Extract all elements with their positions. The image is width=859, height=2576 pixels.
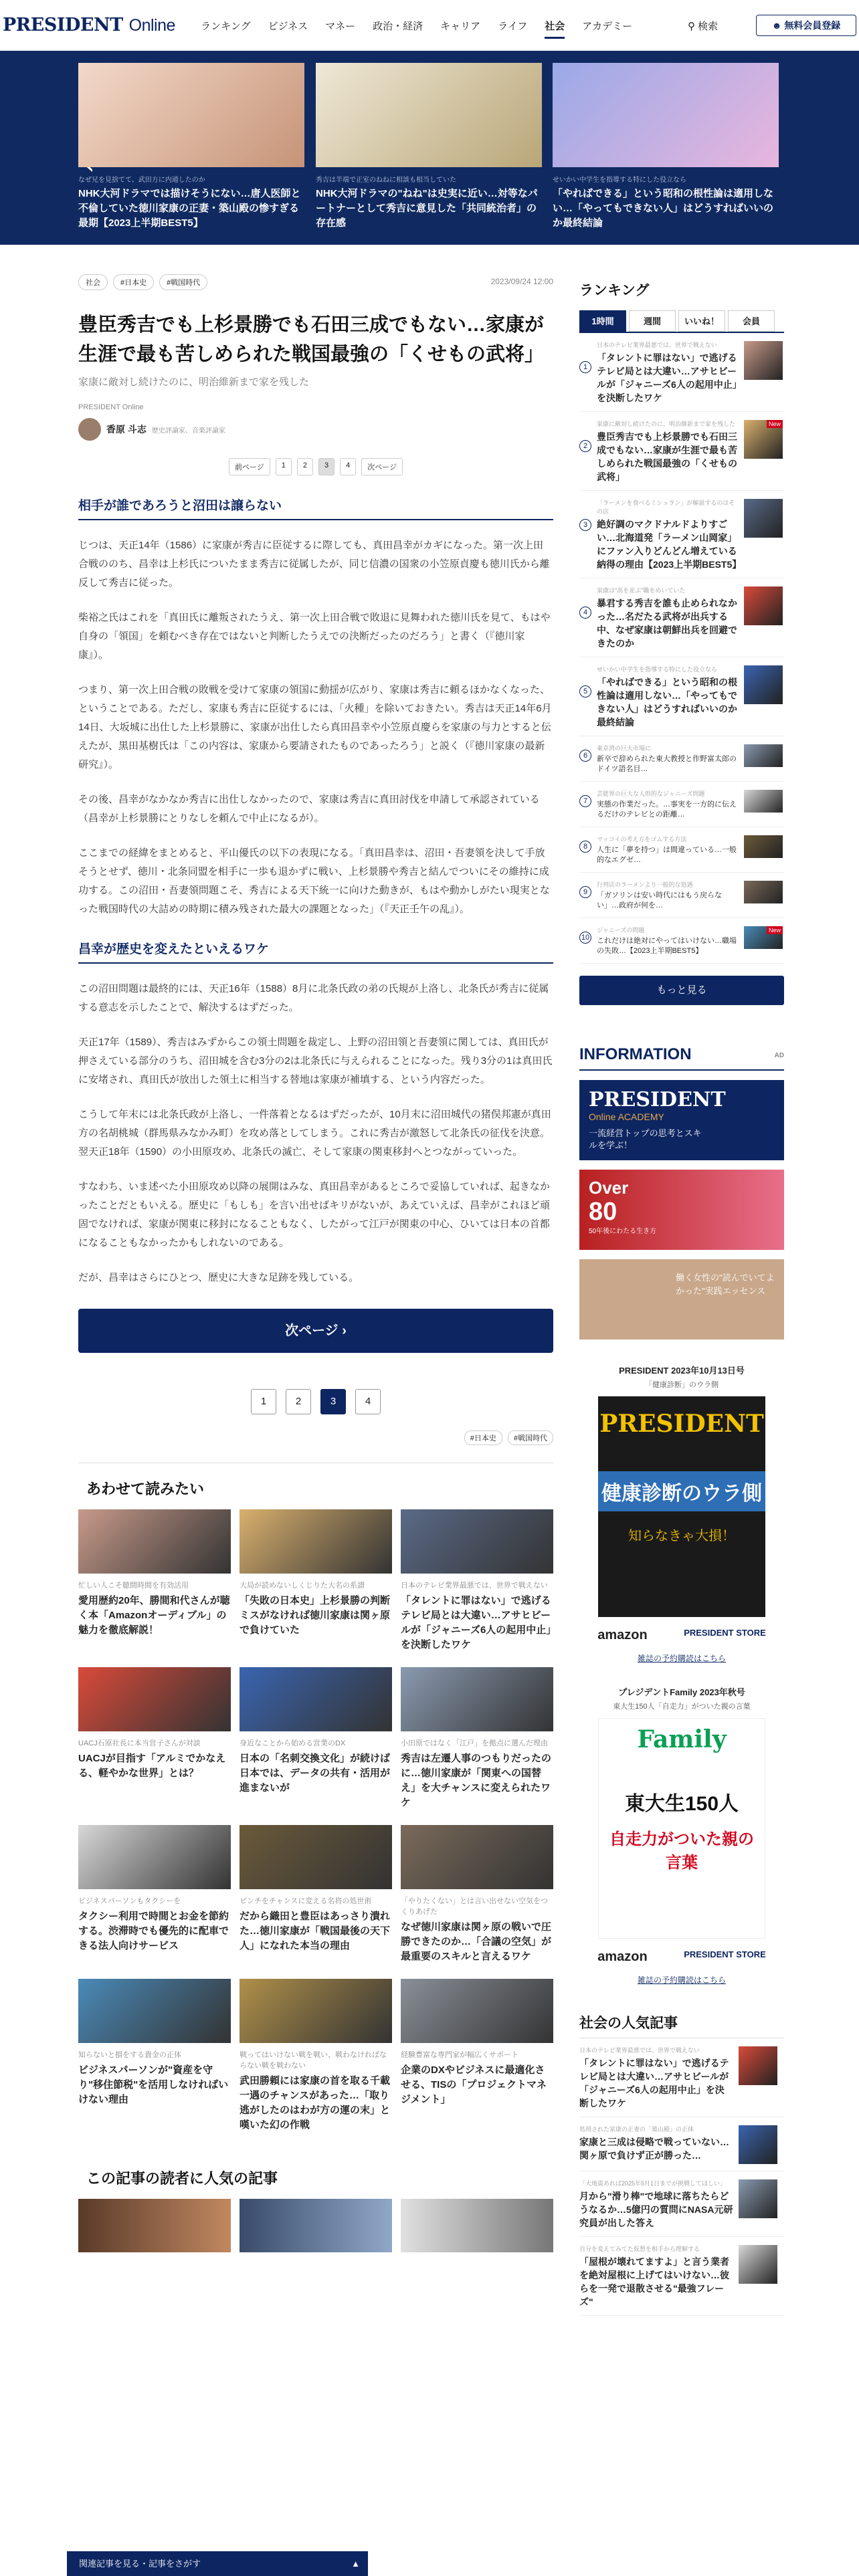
related-sub: 日本のテレビ業界最悪では、世界で戦えない <box>401 1582 548 1590</box>
rank-title: これだけは絶対にやってはいけない…職場の失敗…【2023上半期BEST5】 <box>597 937 737 955</box>
social-title: 月から"滑り棒"で地球に落ちたらどうなるか…5億円の質問にNASA元研究員が出した答え <box>579 2191 733 2228</box>
magazine-sub: 東大生150人「自走力」がついた親の言葉 <box>613 1703 751 1711</box>
ranking-item[interactable] <box>579 499 784 578</box>
rank-title: 「タレントに罪はない」で逃げるテレビ局とは大違い…アサヒビールが「ジャニーズ6人の起用中止」を決断したワケ <box>597 352 737 403</box>
information-heading: INFORMATION AD <box>579 1045 784 1071</box>
page-link[interactable]: 4 <box>340 458 356 475</box>
rank-number: 3 <box>579 519 591 531</box>
ranking-item[interactable] <box>579 420 784 491</box>
related-title: なぜ徳川家康は関ヶ原の戦いで圧勝できたのか…「合議の空気」が最重要のスキルと言えるワケ <box>401 1921 552 1962</box>
related-title: 愛用歴約20年、勝間和代さんが聴く本「Amazonオーディブル」の魅力を徹底解説！ <box>78 1595 230 1636</box>
related-sub: 忙しい人こそ聴間時間を有効活用 <box>78 1582 189 1590</box>
ranking-item[interactable] <box>579 341 784 412</box>
social-heading: 社会の人気記事 <box>579 2012 784 2038</box>
rank-thumbnail <box>744 420 783 459</box>
amazon-link[interactable]: amazon <box>597 1949 648 1964</box>
rank-sub: 「ラーメンを食べるミシュラン」が解説するのはその店 <box>597 500 735 515</box>
related-image <box>78 1825 231 1889</box>
related-sub: UACJ石原社長に本当営子さんが対談 <box>78 1739 201 1747</box>
related-image <box>401 1509 553 1574</box>
rank-title: 豊臣秀吉でも上杉景勝でも石田三成でもない…家康が生涯で最も苦しめられた戦国最強の「くせもの武将」 <box>597 431 737 482</box>
nav-life[interactable]: ライフ <box>498 21 528 32</box>
related-card[interactable] <box>240 1979 392 2133</box>
paragraph: すなわち、いま述べた小田原攻め以降の展開はみな、真田昌幸があるところで妥協していれば、起きなかったことだともいえる。歴史に「もしも」を言い出せばキリがないが、あえていえば、昌幸がこれほど頑固でなければ、家康が関東に移封になることもなく、したがって江戸が関東の中心、ひいては日本の首都になることもなかったかもしれないのである。 <box>78 1181 551 1249</box>
section-heading: 相手が誰であろうと沼田は譲らない <box>78 496 553 520</box>
pager-bottom <box>78 1389 553 1414</box>
social-list <box>579 2046 784 2316</box>
rank-number: 1 <box>579 361 591 373</box>
hero-slide[interactable]: せいかい中学生を指導する特にした役立なら 「やればできる」という昭和の根性論は適用しない…「やってもできない人」はどうすればいいのか最終結論 <box>553 63 779 231</box>
rank-thumbnail <box>744 790 783 813</box>
rank-thumbnail <box>744 835 783 858</box>
search-icon: ⚲ <box>688 21 695 32</box>
related-card[interactable] <box>401 1979 553 2133</box>
academy-banner[interactable]: PRESIDENT Online ACADEMY 一流経営トップの思考とスキルを学ぶ！ <box>579 1080 784 1160</box>
tab-1hour[interactable]: 1時間 <box>579 310 626 332</box>
chevron-up-icon: ▲ <box>351 2559 360 2569</box>
ranking-list <box>579 341 784 964</box>
page-link[interactable]: 4 <box>355 1389 381 1414</box>
related-sub: 大局が読めないしくじりた大名の系譜 <box>240 1582 365 1590</box>
tab-members[interactable]: 会員 <box>728 310 775 332</box>
rank-sub: 行列店のラーメンより一般的な処遇 <box>597 881 693 888</box>
social-thumbnail <box>739 2046 777 2085</box>
paragraph: 天正17年（1589）、秀吉はみずからこの領土問題を裁定し、上野の沼田領と吾妻領に関しては、真田氏が押さえている部分のうち、沼田城を含む3分の2は北条氏に与えられることになった。残り3分の1は真田氏に安堵され、真田氏が放出した領土に相当する替地は家康が補填する、という内容だった。 <box>78 1037 553 1085</box>
rank-number: 2 <box>579 440 591 452</box>
article-source: PRESIDENT Online <box>78 403 144 411</box>
ranking-item[interactable] <box>579 926 784 964</box>
related-card[interactable] <box>78 1979 231 2133</box>
author-role: 歴史評論家、音楽評論家 <box>151 427 225 435</box>
magazine-cover[interactable]: PRESIDENT 健康診断のウラ側 知らなきゃ大損！ <box>598 1396 765 1617</box>
rank-thumbnail <box>744 926 783 949</box>
social-item[interactable] <box>579 2046 784 2117</box>
magazine-cover[interactable]: Family 東大生150人 自走力がついた親の言葉 <box>598 1718 765 1939</box>
popular-image[interactable] <box>401 2199 553 2252</box>
related-image <box>78 1667 231 1731</box>
tag[interactable]: 社会 <box>78 274 108 290</box>
hero-slide[interactable]: 秀吉は半端で正室のねねに相談も相当していた NHK大河ドラマの"ねね"は史実に近い…対等なパートナーとして秀吉に意見した「共同統治者」の存在感 <box>316 63 542 231</box>
rank-number: 4 <box>579 607 591 619</box>
related-title: UACJが目指す「アルミでかなえる、軽やかな世界」とは？ <box>78 1753 226 1779</box>
related-sub: 小田原ではなく「江戸」を拠点に選んだ理由 <box>401 1739 548 1747</box>
over80-banner[interactable]: Over 80 50年後にわたる生き方 <box>579 1170 784 1250</box>
paragraph: つまり、第一次上田合戦の敗戦を受けて家康の領国に動揺が広がり、家康は秀吉に頼るほかなくなった、ということである。ただし、家康も秀吉に臣従するには、「火種」を除いておきたい。秀吉は天正14年6月14日、大坂城に出仕した上杉景勝に、家康が出仕したら真田昌幸や小笠原貞慶らを家康の与力とすると伝えたが、黒田基樹氏は「この内容は、家康から要請されたものであったろう」と説く（『徳川家康の最新研究』）。 <box>78 684 552 770</box>
related-title: 日本の「名刺交換文化」が続けば日本では、データの共有・活用が進まないが <box>240 1753 391 1794</box>
store-link[interactable]: PRESIDENT STORE <box>684 1949 766 1959</box>
rank-title: 「やればできる」という昭和の根性論は適用しない…「やってもできない人」はどうすればいいのか最終結論 <box>597 677 737 728</box>
rank-thumbnail <box>744 744 783 767</box>
social-title: 家康と三成は侵略で戦っていない…関ヶ原で負けず正が勝った… <box>579 2137 729 2161</box>
rank-title: 「ガソリンは安い時代にはもう戻らない」…政府が何を… <box>597 891 722 909</box>
social-thumbnail <box>739 2125 777 2164</box>
rank-number: 6 <box>579 750 591 762</box>
more-button[interactable]: もっと見る <box>579 976 784 1005</box>
related-image <box>78 1509 231 1574</box>
related-title: 「タレントに罪はない」で逃げるテレビ局とは大違い…アサヒビールが「ジャニーズ6人の起用中止」を決断したワケ <box>401 1595 551 1650</box>
search-button[interactable]: ⚲ 検索 <box>688 21 719 32</box>
related-sub: 知らないと損をする貴金の正体 <box>78 2051 181 2059</box>
related-image <box>240 1667 392 1731</box>
rank-sub: 家康に敵対し続けたのに、明治維新まで家を残した <box>597 421 736 427</box>
related-card[interactable] <box>240 1825 392 1964</box>
related-card[interactable] <box>78 1825 231 1964</box>
paragraph: だが、昌幸はさらにひとつ、歴史に大きな足跡を残している。 <box>78 1272 359 1283</box>
nav-ranking[interactable]: ランキング <box>201 21 251 32</box>
rank-title: 絶好調のマクドナルドよりすごい…北海道発「ラーメン山岡家」にファン入りどんどん増えている納得の理由【2023上半期BEST5】 <box>597 519 742 570</box>
social-sub: 自分を変えてみてた仮想を相手から理解する <box>579 2246 700 2252</box>
tab-weekly[interactable]: 週間 <box>629 310 676 332</box>
ranking-item[interactable] <box>579 586 784 657</box>
rank-sub: せいかい中学生を指導する特にした役立なら <box>597 666 718 673</box>
rank-number: 9 <box>579 886 591 898</box>
related-title: 企業のDXやビジネスに最適化させる、TISの「プロジェクトマネジメント」 <box>401 2064 547 2105</box>
social-item[interactable] <box>579 2245 784 2316</box>
article-title: 豊臣秀吉でも上杉景勝でも石田三成でもない…家康が生涯で最も苦しめられた戦国最強の「くせもの武将」 <box>78 314 545 365</box>
article-lead: 家康に敵対し続けたのに、明治維新まで家を残した <box>78 377 310 388</box>
page-link[interactable]: 1 <box>276 458 292 475</box>
related-image <box>401 1825 553 1889</box>
rank-thumbnail <box>744 665 783 704</box>
rank-thumbnail <box>744 341 783 380</box>
related-card[interactable] <box>401 1667 553 1810</box>
popular-row <box>78 2199 553 2252</box>
related-sub: ビジネスパーソンもタクシーを <box>78 1897 181 1905</box>
page-link[interactable]: 2 <box>297 458 313 475</box>
sidebar <box>579 280 784 2316</box>
rank-number: 7 <box>579 795 591 807</box>
store-links <box>579 1628 784 1643</box>
site-logo[interactable]: PRESIDENT Online <box>3 15 175 35</box>
page-link-current[interactable]: 3 <box>318 458 335 475</box>
tab-likes[interactable]: いいね！ <box>678 310 725 332</box>
related-section <box>78 1463 553 2147</box>
ranking-item[interactable] <box>579 835 784 873</box>
social-item[interactable] <box>579 2125 784 2171</box>
tag[interactable]: #日本史 <box>464 1430 502 1445</box>
related-card[interactable] <box>78 1667 231 1810</box>
ranking-heading: ランキング <box>579 283 650 298</box>
related-title: 「失敗の日本史」上杉景勝の判断ミスがなければ徳川家康は関ヶ原で負けていた <box>240 1595 391 1636</box>
related-title: ビジネスパーソンが"資産を守り"移住節税"を活用しなければいけない理由 <box>78 2064 229 2105</box>
rank-sub: ジャニーズの問題 <box>597 927 645 934</box>
paragraph: この沼田問題は最終的には、天正16年（1588）8月に北条氏政の弟の氏規が上洛し、北条氏が秀吉に従属する意志を示したことで、解決するはずだった。 <box>78 983 549 1013</box>
related-card[interactable] <box>240 1509 392 1652</box>
related-title: タクシー利用で時間とお金を節約する。渋滞時でも優先的に配車できる法人向けサービス <box>78 1911 229 1951</box>
related-sub: 身近なことから始める営業のDX <box>240 1739 346 1747</box>
rank-title: 実態の作業だった。…事実を一方的に伝えるだけのテレビとの距離… <box>597 800 737 819</box>
paragraph: その後、昌幸がなかなか秀吉に出仕しなかったので、家康は秀吉に真田討伐を申請して承認されている（昌幸が上杉景勝にとりなしを頼んで中止になるが）。 <box>78 794 540 824</box>
rank-number: 5 <box>579 685 591 697</box>
rank-sub: 日本のテレビ業界最悪では、世界で戦えない <box>597 342 717 348</box>
bottom-tags-row <box>78 1430 553 1457</box>
social-sub: 「大地震あれば2025年5月1日までが挑戦してほしい」 <box>579 2180 727 2187</box>
hero-image <box>78 63 304 167</box>
rank-sub: 家康は"高を並ぶ"職をめいていた <box>597 587 686 594</box>
related-sub: 「やりたくない」とは言い出せない空気をつくりあげた <box>401 1897 548 1916</box>
social-item[interactable] <box>579 2179 784 2237</box>
ranking-tabs <box>579 310 784 333</box>
related-title: 武田勝頼には家康の首を取る千載一遇のチャンスがあった…「取り逃がしたのはわが方の運の末」と嘆いた幻の作戦 <box>240 2075 391 2131</box>
nav-career[interactable]: キャリア <box>440 21 481 32</box>
related-sub: 経験豊富な専門家が幅広くサポート <box>401 2051 518 2059</box>
related-image <box>240 1825 392 1889</box>
hero-slide[interactable]: なぜ兄を見捨てて、武田方に内通したのか NHK大河ドラマでは描けそうにない…唐人医師と不倫していた徳川家康の正妻・築山殿の惨すぎる最期【2023上半期BEST5】 <box>78 63 304 231</box>
next-page-button[interactable]: 次ページ › <box>78 1309 553 1353</box>
pager-top <box>78 458 553 475</box>
tag[interactable]: #戦国時代 <box>159 274 207 290</box>
author[interactable] <box>78 418 553 441</box>
related-image <box>240 1979 392 2043</box>
related-image <box>401 1667 553 1731</box>
popular-image[interactable] <box>240 2199 392 2252</box>
page-link[interactable]: 2 <box>286 1389 311 1414</box>
rank-sub: マッコイの考え方をゴムする方法 <box>597 836 687 843</box>
nav-academy[interactable]: アカデミー <box>582 21 633 32</box>
related-title: だから織田と豊臣はあっさり潰れた…徳川家康が「戦国最後の天下人」になれた本当の理由 <box>240 1911 391 1951</box>
ranking-item[interactable] <box>579 790 784 827</box>
article <box>78 274 553 2252</box>
magazine-caption: PRESIDENT 2023年10月13日号 <box>619 1366 745 1376</box>
related-card[interactable] <box>240 1667 392 1810</box>
related-card[interactable] <box>401 1825 553 1964</box>
rank-title: 暴君する秀吉を誰も止められなかった…名だたる武将が出兵する中、なぜ家康は朝鮮出兵を回避できたのか <box>597 598 737 649</box>
hero-carousel <box>0 51 859 245</box>
rank-number: 10 <box>579 932 591 944</box>
social-sub: 処刑された家康の正妻の「築山殿」の正体 <box>579 2126 694 2133</box>
magazine-sub: 「健康診断」のウラ側 <box>645 1381 719 1389</box>
rank-title: 人生に「夢を持つ」は間違っている…一般的なエグゼ… <box>597 846 737 864</box>
related-title: 秀吉は左遷人事のつもりだったのに…徳川家康が「関東への国替え」を大チャンスに変えられたワケ <box>401 1753 552 1808</box>
related-image <box>78 1979 231 2043</box>
rank-thumbnail <box>744 586 783 625</box>
user-icon: ☻ <box>771 20 782 31</box>
main-nav <box>201 19 632 39</box>
ranking-item[interactable] <box>579 665 784 736</box>
tag[interactable]: #日本史 <box>113 274 154 290</box>
store-link[interactable]: PRESIDENT STORE <box>684 1628 766 1638</box>
avatar <box>78 418 101 441</box>
social-title: 「タレントに罪はない」で逃げるテレビ局とは大違い…アサヒビールが「ジャニーズ6人の起用中止」を決断したワケ <box>579 2058 729 2109</box>
prev-page-link[interactable]: 前ページ <box>229 458 270 475</box>
social-thumbnail <box>739 2245 777 2284</box>
related-sub: 戦ってはいけない戦を戦い、戦わなければならない戦を戦わない <box>240 2051 387 2070</box>
author-name: 香原 斗志 <box>106 424 147 435</box>
related-heading: あわせて読みたい <box>86 1481 205 1497</box>
bottom-tags <box>464 1430 553 1445</box>
site-header <box>0 0 859 51</box>
amazon-link[interactable]: amazon <box>597 1628 648 1642</box>
social-sub: 日本のテレビ業界最悪では、世界で戦えない <box>579 2047 700 2054</box>
new-badge: New <box>767 420 783 428</box>
related-image <box>240 1509 392 1574</box>
nav-politics[interactable]: 政治・経済 <box>373 21 423 32</box>
rank-sub: 東京湾の巨大市場に <box>597 745 652 752</box>
social-title: 「屋根が壊れてますよ」と言う業者を絶対屋根に上げてはいけない…彼らを一発で退散させる"最強フレーズ" <box>579 2256 729 2307</box>
related-grid <box>78 1509 553 2147</box>
tag[interactable]: #戦国時代 <box>508 1430 553 1445</box>
popular-image[interactable] <box>78 2199 231 2252</box>
paragraph: ここまでの経緯をまとめると、平山優氏の以下の表現になる。「真田昌幸は、沼田・吾妻領を決して手放そうとせず、徳川・北条同盟を相手に一歩も退かずに戦い、上杉景勝や秀吉と結んでついにその維持に成功する。この沼田・吾妻領問題こそ、秀吉による天下統一に向けた動きが、もはや動かしがたい現実となった戦国時代の大詰めの時期に積み残された最大の課題となった」（『天正壬午の乱』）。 <box>78 847 550 915</box>
store-links <box>579 1949 784 1965</box>
popular-heading: この記事の読者に人気の記事 <box>86 2170 278 2187</box>
nav-society[interactable]: 社会 <box>545 19 565 39</box>
new-badge: New <box>767 926 783 934</box>
rank-thumbnail <box>744 881 783 903</box>
rank-number: 8 <box>579 841 591 853</box>
footer-bar[interactable]: 関連記事を見る・記事をさがす ▲ <box>67 2551 368 2576</box>
section-heading: 昌幸が歴史を変えたといえるワケ <box>78 939 553 964</box>
page-link[interactable]: 1 <box>251 1389 276 1414</box>
related-image <box>401 1979 553 2043</box>
rank-sub: 芸能界の巨大な人形的なジャニーズ問題 <box>597 790 705 797</box>
publish-date: 2023/09/24 12:00 <box>490 277 553 286</box>
subscribe-link[interactable]: 雑誌の予約購読はこちら <box>637 1654 726 1663</box>
related-card[interactable] <box>78 1509 231 1652</box>
article-tags <box>78 274 553 290</box>
nav-business[interactable]: ビジネス <box>268 21 308 32</box>
magazine-caption: プレジデントFamily 2023年秋号 <box>618 1687 745 1697</box>
next-page-link[interactable]: 次ページ <box>361 458 403 475</box>
register-button[interactable]: ☻ 無料会員登録 <box>756 15 856 36</box>
paragraph: 柴裕之氏はこれを「真田氏に離叛されたうえ、第一次上田合戦で敗退に見舞われた徳川氏を見て、もはや自身の「領国」を頼むべき存在ではないと判断したうえでの決断だったのだろう」と書く（『徳川家康』）。 <box>78 612 551 661</box>
subscribe-link[interactable]: 雑誌の予約購読はこちら <box>637 1975 726 1985</box>
nav-money[interactable]: マネー <box>325 21 356 32</box>
rank-thumbnail <box>744 499 783 538</box>
page-link-current[interactable]: 3 <box>320 1389 346 1414</box>
ranking-item[interactable] <box>579 744 784 782</box>
rank-title: 新卒で辞められた東大教授と作野富太郎のドイツ語名目… <box>597 755 737 773</box>
woman-banner[interactable]: 働く女性の"読んでいてよかった"実践エッセンス <box>579 1259 784 1339</box>
ranking-item[interactable] <box>579 881 784 918</box>
related-sub: ピンチをチャンスに変える名将の処世術 <box>240 1897 372 1905</box>
related-card[interactable] <box>401 1509 553 1652</box>
social-thumbnail <box>739 2179 777 2218</box>
hero-image <box>553 63 779 167</box>
paragraph: じつは、天正14年（1586）に家康が秀吉に臣従するに際しても、真田昌幸がカギになった。第一次上田合戦ののち、昌幸は上杉氏についたまま秀吉に従属したが、同じ信濃の国衆の小笠原貞慶も徳川氏から離反して秀吉に従った。 <box>78 540 550 588</box>
hero-image <box>316 63 542 167</box>
paragraph: こうして年末には北条氏政が上洛し、一件落着となるはずだったが、10月末に沼田城代の猪俣邦憲が真田方の名胡桃城（群馬県みなかみ町）を攻め落としてしまう。これに秀吉が激怒して北条氏の征伐を決意。翌天正18年（1590）の小田原攻め、北条氏の滅亡、そして家康の関東移封へとつながっていった。 <box>78 1109 551 1158</box>
